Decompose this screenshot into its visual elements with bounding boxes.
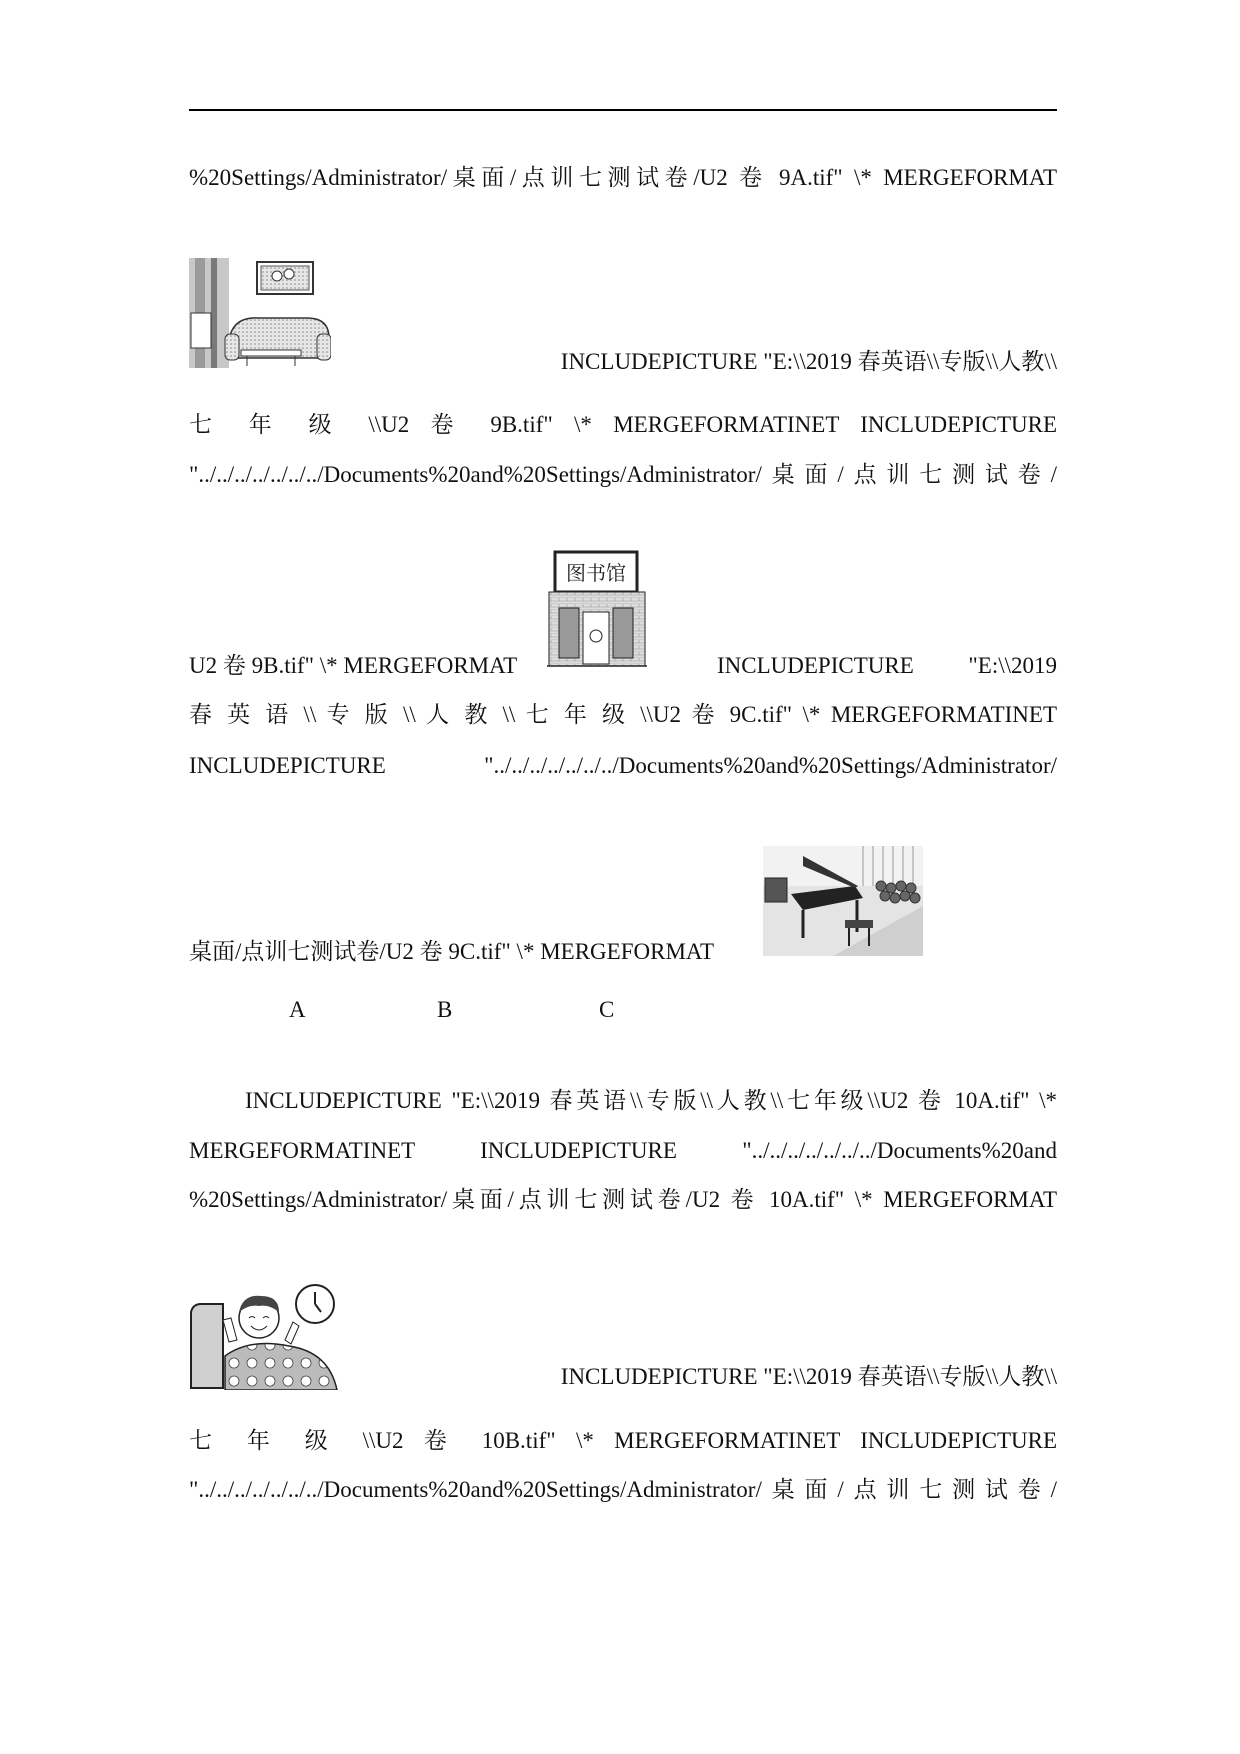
- option-a-label: A: [289, 997, 306, 1022]
- field-code-line: 七 年 级 \\U2 卷 10B.tif" \* MERGEFORMATINET INCLUDEPICTURE: [189, 1428, 1057, 1453]
- field-code-line: "../../../../../../../Documents%20and%20Settings/Administrator/桌面/点训七测试卷/: [189, 1477, 1057, 1502]
- field-code-line: 桌面/点训七测试卷/U2 卷 9C.tif" \* MERGEFORMAT: [189, 939, 715, 964]
- library-sign-text: 图书馆: [566, 561, 626, 585]
- field-code-line: INCLUDEPICTURE "../../../../../../../Documents%20and%20Settings/Administrator/: [189, 753, 1057, 778]
- field-code-line: INCLUDEPICTURE "E:\\2019 春英语\\专版\\人教\\: [560, 349, 1057, 374]
- field-code-line: 春 英 语 \\ 专 版 \\ 人 教 \\ 七 年 级 \\U2 卷 9C.tif" \* MERGEFORMATINET: [189, 702, 1057, 727]
- field-code-line: INCLUDEPICTURE "E:\\2019 春英语\\专版\\人教\\: [560, 1364, 1057, 1389]
- field-code-fragment: INCLUDEPICTURE "E:\\2019: [717, 653, 1057, 678]
- field-code-line: [717, 651, 1057, 681]
- field-code-line: 七 年 级 \\U2 卷 9B.tif" \* MERGEFORMATINET INCLUDEPICTURE: [189, 412, 1057, 437]
- field-code-line: %20Settings/Administrator/桌面/点训七测试卷/U2 卷 10A.tif" \* MERGEFORMAT: [189, 1187, 1057, 1212]
- field-code-line: "../../../../../../../Documents%20and%20Settings/Administrator/桌面/点训七测试卷/: [189, 462, 1057, 487]
- header-rule: [189, 109, 1057, 111]
- field-code-line: %20Settings/Administrator/桌面/点训七测试卷/U2 卷 9A.tif" \* MERGEFORMAT: [189, 165, 1057, 190]
- field-code-line: MERGEFORMATINET INCLUDEPICTURE "../../../../../../../Documents%20and: [189, 1138, 1057, 1163]
- option-c-label: C: [599, 997, 615, 1022]
- field-code-line: U2 卷 9B.tif" \* MERGEFORMAT: [189, 653, 518, 678]
- option-b-label: B: [437, 997, 453, 1022]
- concert-hall-picture: [763, 846, 923, 956]
- field-code-line: INCLUDEPICTURE "E:\\2019 春英语\\专版\\人教\\七年级\\U2 卷 10A.tif" \*: [245, 1088, 1057, 1113]
- library-picture: [547, 550, 647, 670]
